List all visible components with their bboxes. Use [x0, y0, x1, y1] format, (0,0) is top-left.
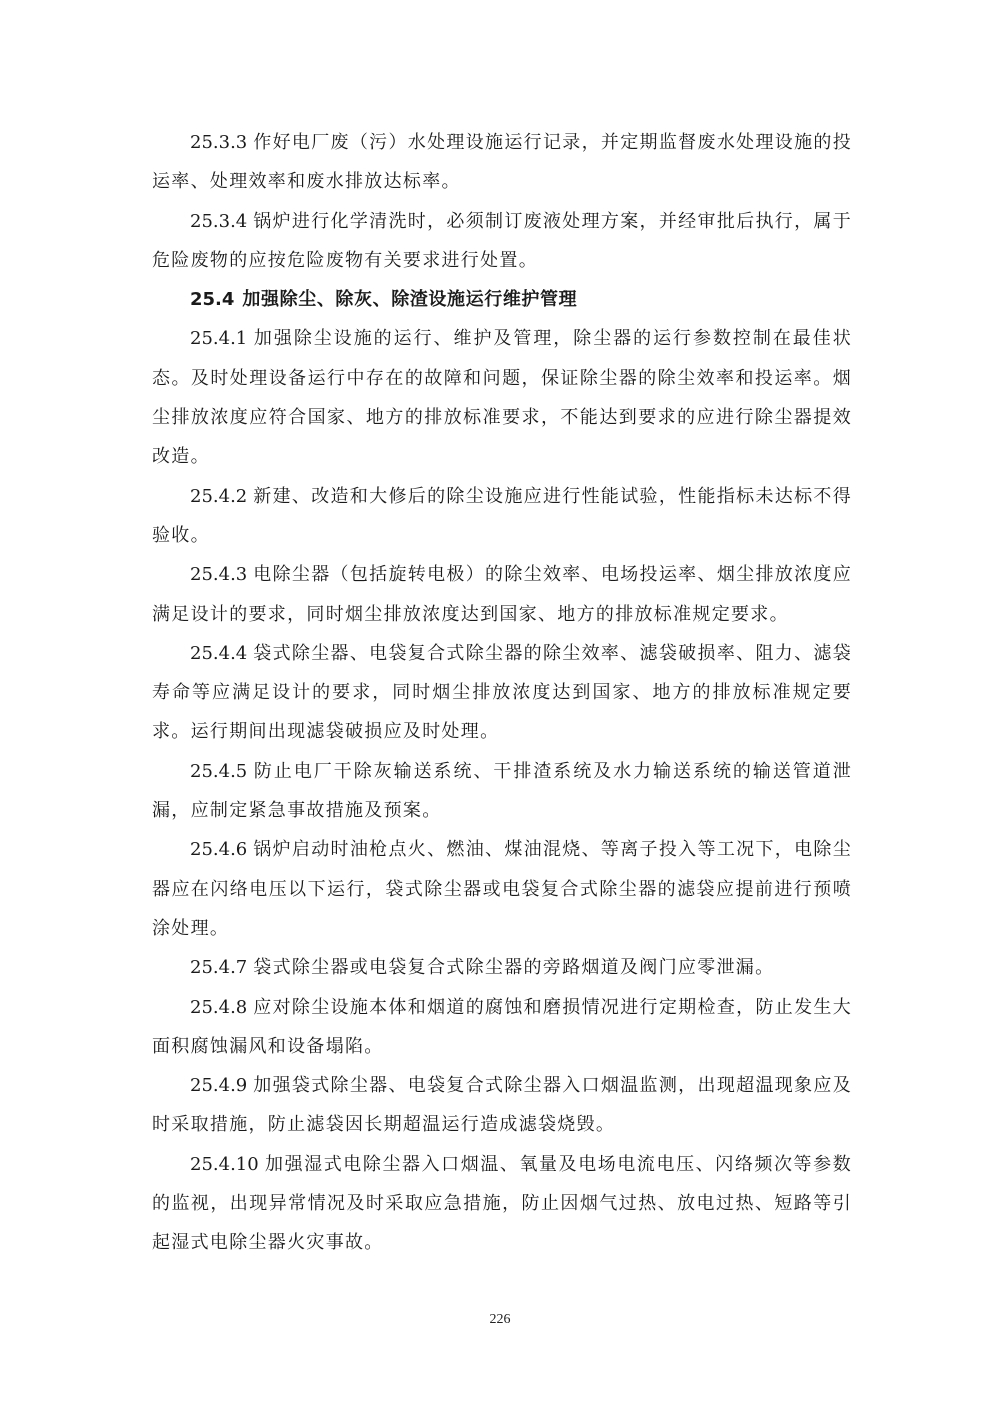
- clause-text: 防止电厂干除灰输送系统、干排渣系统及水力输送系统的输送管道泄漏，应制定紧急事故措施及预案。: [152, 760, 852, 822]
- clause-25-4-9: [152, 1066, 852, 1145]
- clause-text: 加强除尘设施的运行、维护及管理，除尘器的运行参数控制在最佳状态。及时处理设备运行中存在的故障和问题，保证除尘器的除尘效率和投运率。烟尘排放浓度应符合国家、地方的排放标准要求，不能达到要求的应进行除尘器提效改造。: [152, 328, 852, 468]
- clause-text: 应对除尘设施本体和烟道的腐蚀和磨损情况进行定期检查，防止发生大面积腐蚀漏风和设备塌陷。: [152, 996, 852, 1057]
- clause-25-4-5: [152, 752, 852, 831]
- clause-25-4-8: [152, 988, 852, 1067]
- clause-25-4-2: [152, 477, 852, 556]
- clause-number: 25.4.1: [190, 328, 248, 350]
- clause-number: 25.3.3: [190, 132, 248, 153]
- section-title: 加强除尘、除灰、除渣设施运行维护管理: [242, 289, 578, 311]
- section-number: 25.4: [190, 289, 235, 311]
- clause-25-4-10: [152, 1145, 852, 1263]
- clause-text: 锅炉启动时油枪点火、燃油、煤油混烧、等离子投入等工况下，电除尘器应在闪络电压以下运行，袋式除尘器或电袋复合式除尘器的滤袋应提前进行预喷涂处理。: [152, 839, 852, 939]
- clause-25-4-3: [152, 555, 852, 634]
- clause-text: 锅炉进行化学清洗时，必须制订废液处理方案，并经审批后执行，属于危险废物的应按危险废物有关要求进行处置。: [152, 210, 852, 271]
- clause-text: 加强袋式除尘器、电袋复合式除尘器入口烟温监测，出现超温现象应及时采取措施，防止滤袋因长期超温运行造成滤袋烧毁。: [152, 1075, 852, 1136]
- clause-text: 加强湿式电除尘器入口烟温、氧量及电场电流电压、闪络频次等参数的监视，出现异常情况及时采取应急措施，防止因烟气过热、放电过热、短路等引起湿式电除尘器火灾事故。: [152, 1153, 852, 1254]
- clause-text: 新建、改造和大修后的除尘设施应进行性能试验，性能指标未达标不得验收。: [152, 485, 852, 546]
- clause-number: 25.4.8: [190, 996, 248, 1018]
- clause-text: 作好电厂废（污）水处理设施运行记录，并定期监督废水处理设施的投运率、处理效率和废水排放达标率。: [152, 132, 852, 193]
- section-heading-25-4: [152, 280, 852, 319]
- clause-text: 袋式除尘器或电袋复合式除尘器的旁路烟道及阀门应零泄漏。: [253, 957, 775, 979]
- clause-number: 25.4.9: [190, 1075, 248, 1097]
- clause-25-4-1: [152, 319, 852, 476]
- clause-number: 25.4.5: [190, 760, 248, 782]
- clause-25-3-3: [152, 123, 852, 202]
- clause-number: 25.3.4: [190, 210, 248, 232]
- clause-text: 袋式除尘器、电袋复合式除尘器的除尘效率、滤袋破损率、阻力、滤袋寿命等应满足设计的要求，同时烟尘排放浓度达到国家、地方的排放标准规定要求。运行期间出现滤袋破损应及时处理。: [152, 642, 852, 743]
- clause-25-4-4: [152, 634, 852, 752]
- document-body: [152, 123, 852, 1263]
- clause-number: 25.4.6: [190, 839, 248, 861]
- page-number: 226: [489, 1312, 511, 1327]
- clause-25-3-4: [152, 202, 852, 281]
- clause-25-4-7: [152, 948, 852, 987]
- clause-number: 25.4.2: [190, 485, 248, 507]
- clause-25-4-6: [152, 830, 852, 948]
- clause-text: 电除尘器（包括旋转电极）的除尘效率、电场投运率、烟尘排放浓度应满足设计的要求，同时烟尘排放浓度达到国家、地方的排放标准规定要求。: [152, 564, 852, 625]
- clause-number: 25.4.3: [190, 564, 248, 586]
- clause-number: 25.4.7: [190, 957, 248, 979]
- clause-number: 25.4.4: [190, 642, 248, 664]
- clause-number: 25.4.10: [190, 1153, 259, 1175]
